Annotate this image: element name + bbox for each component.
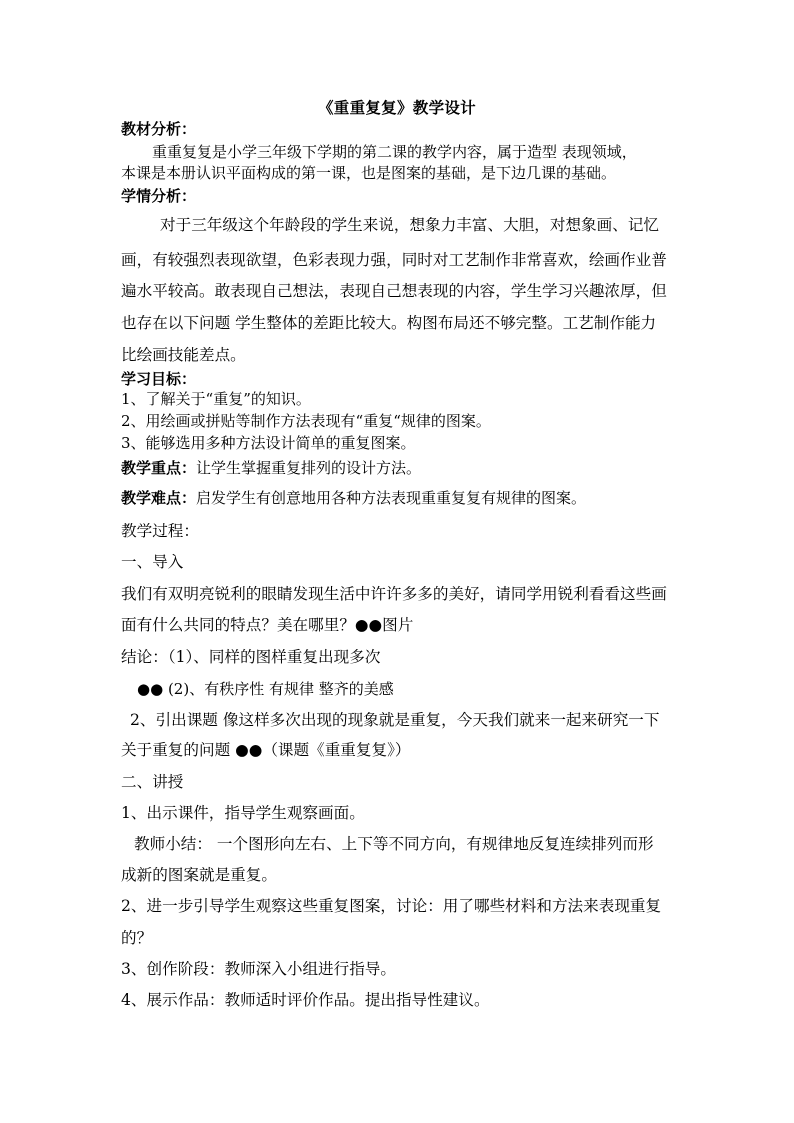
student-line: 遍水平较高。敢表现自己想法，表现自己想表现的内容，学生学习兴趣浓厚，但 <box>121 282 667 300</box>
key-point-label: 教学重点： <box>121 459 197 477</box>
difficulty <box>121 487 586 508</box>
intro-heading: 一、导入 <box>121 553 184 571</box>
difficulty-label: 教学难点： <box>121 489 197 507</box>
student-line: 对于三年级这个年龄段的学生来说，想象力丰富、大胆，对想象画、记忆 <box>160 216 660 234</box>
teach-line: 3、创作阶段：教师深入小组进行指导。 <box>121 960 397 978</box>
student-heading: 学情分析： <box>121 187 197 205</box>
process-heading: 教学过程： <box>121 522 199 540</box>
goal-item: 1、了解关于“重复”的知识。 <box>121 390 311 408</box>
teach-line: 教师小结： 一个图形向左右、上下等不同方向，有规律地反复连续排列而形 <box>134 835 654 853</box>
teach-heading: 二、讲授 <box>121 773 184 791</box>
intro-line: 面有什么共同的特点？美在哪里？●●图片 <box>121 616 414 634</box>
teach-line: 1、出示课件，指导学生观察画面。 <box>121 804 365 822</box>
material-line: 本课是本册认识平面构成的第一课，也是图案的基础，是下边几课的基础。 <box>121 164 617 182</box>
page-title: 《重重复复》教学设计 <box>317 98 476 117</box>
material-line: 重重复复是小学三年级下学期的第二课的教学内容，属于造型 表现领域， <box>152 143 637 161</box>
student-line: 比绘画技能差点。 <box>121 346 246 364</box>
goal-item: 2、用绘画或拼贴等制作方法表现有“重复“规律的图案。 <box>121 412 491 430</box>
lead-line: 2、引出课题 像这样多次出现的现象就是重复，今天我们就来一起来研究一下 <box>130 711 660 729</box>
goal-item: 3、能够选用多种方法设计简单的重复图案。 <box>121 434 416 452</box>
material-heading: 教材分析： <box>121 120 197 138</box>
teach-line: 2、进一步引导学生观察这些重复图案，讨论：用了哪些材料和方法来表现重复 <box>121 897 662 915</box>
teach-line: 4、展示作品：教师适时评价作品。提出指导性建议。 <box>121 991 490 1009</box>
teach-line: 的？ <box>121 929 153 947</box>
difficulty-text: 启发学生有创意地用各种方法表现重重复复有规律的图案。 <box>196 489 587 507</box>
key-point-text: 让学生掌握重复排列的设计方法。 <box>196 459 422 477</box>
intro-line: 我们有双明亮锐利的眼睛发现生活中许许多多的美好，请同学用锐利看看这些画 <box>121 585 667 603</box>
lead-line: 关于重复的问题 ●●（课题《重重复复》） <box>121 741 411 759</box>
goals-heading: 学习目标： <box>121 370 197 388</box>
student-line: 也存在以下问题 学生整体的差距比较大。构图布局还不够完整。工艺制作能力 <box>121 314 657 332</box>
key-point <box>121 457 421 478</box>
conclusion-line-2: ●● (2)、有秩序性 有规律 整齐的美感 <box>137 680 394 698</box>
teach-line: 成新的图案就是重复。 <box>121 866 277 884</box>
student-line: 画，有较强烈表现欲望，色彩表现力强，同时对工艺制作非常喜欢，绘画作业普 <box>121 251 667 269</box>
conclusion-line: 结论：（1）、同样的图样重复出现多次 <box>121 648 381 666</box>
